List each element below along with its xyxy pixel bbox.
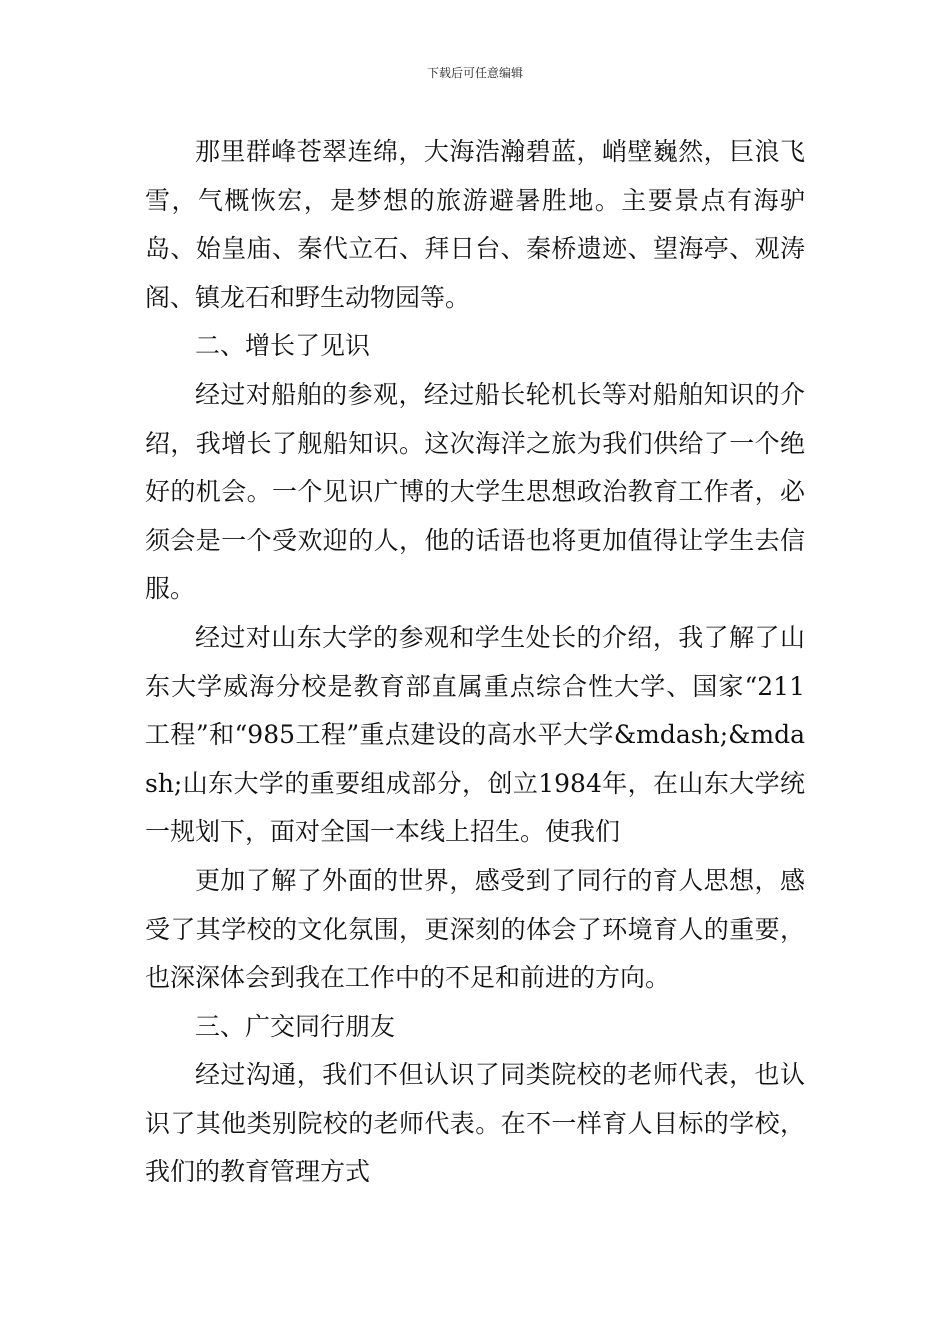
paragraph-scenery: 那里群峰苍翠连绵，大海浩瀚碧蓝，峭壁巍然，巨浪飞雪，气概恢宏，是梦想的旅游避暑胜地。主要景点有海驴岛、始皇庙、秦代立石、拜日台、秦桥遗迹、望海亭、观涛阁、镇龙石和野生动物园等。 [145, 137, 805, 312]
page-header: 下载后可任意编辑 [426, 66, 523, 80]
section-heading-knowledge: 二、增长了见识 [195, 331, 371, 361]
paragraph-communication: 经过沟通，我们不但认识了同类院校的老师代表，也认识了其他类别院校的老师代表。在不一样育人目标的学校，我们的教育管理方式 [145, 1060, 805, 1187]
paragraph-ship-visit: 经过对船舶的参观，经过船长轮机长等对船舶知识的介绍，我增长了舰船知识。这次海洋之旅为我们供给了一个绝好的机会。一个见识广博的大学生思想政治教育工作者，必须会是一个受欢迎的人，他的话语也将更加值得让学生去信服。 [145, 379, 805, 604]
paragraph-shandong-university: 经过对山东大学的参观和学生处长的介绍，我了解了山东大学威海分校是教育部直属重点综合性大学、国家“211工程”和“985工程”重点建设的高水平大学&mdash;&mdash;山东大学的重要组成部分，创立1984年，在山东大学统一规划下，面对全国一本线上招生。使我们 [145, 622, 805, 847]
paragraph-understanding: 更加了解了外面的世界，感受到了同行的育人思想，感受了其学校的文化氛围，更深刻的体会了环境育人的重要，也深深体会到我在工作中的不足和前进的方向。 [145, 865, 805, 993]
section-heading-friends: 三、广交同行朋友 [195, 1011, 396, 1041]
document-body [145, 128, 805, 1197]
